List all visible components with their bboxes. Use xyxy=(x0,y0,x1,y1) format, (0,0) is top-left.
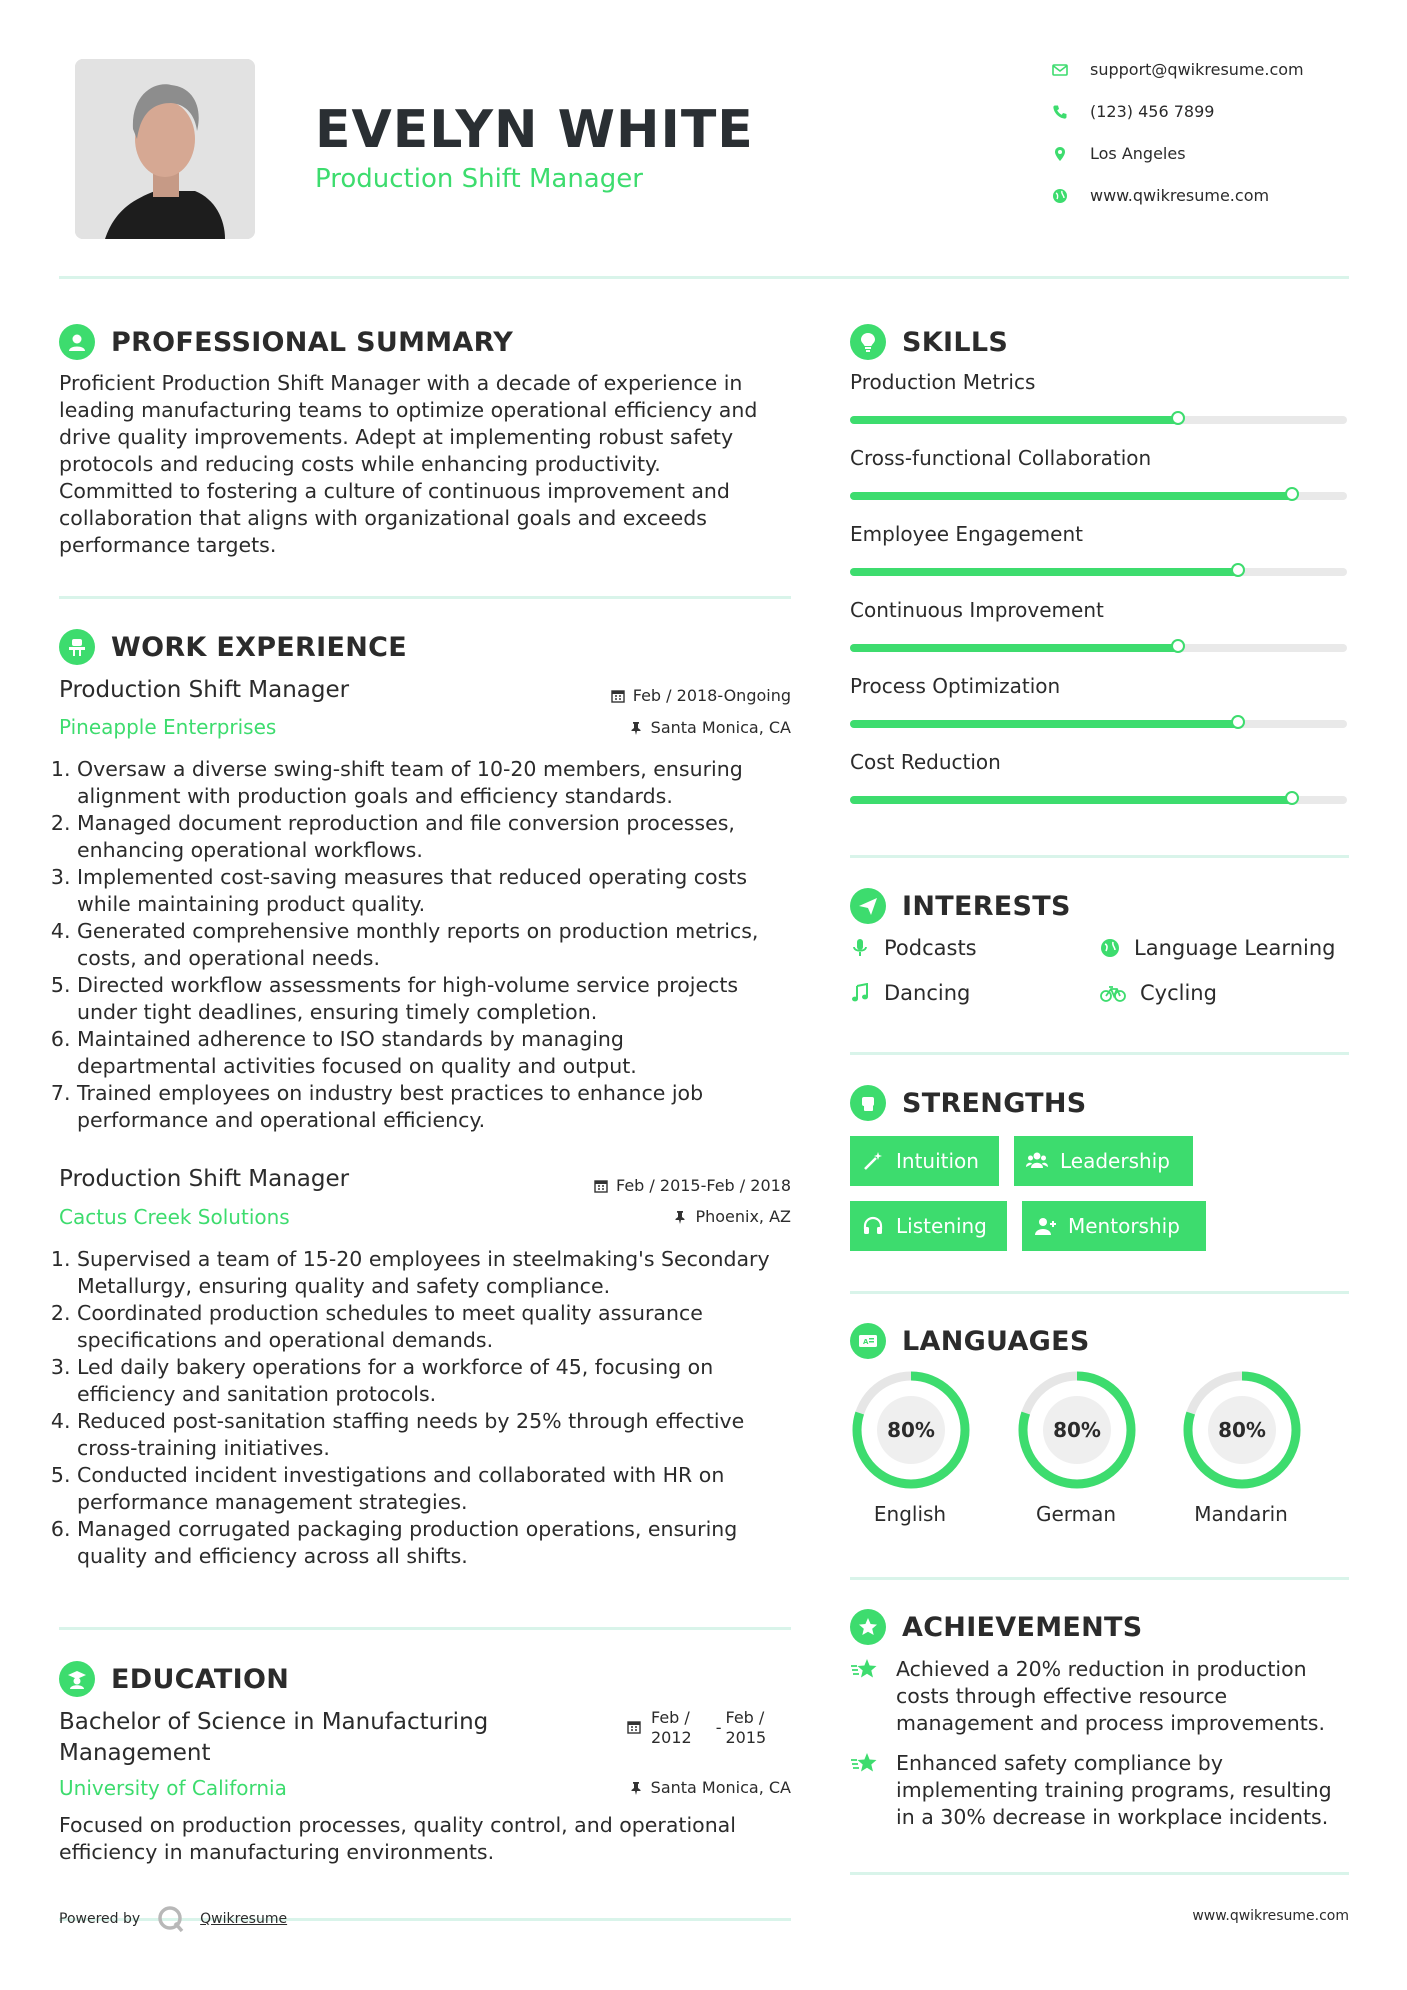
job-2-date-text: Feb / 2015-Feb / 2018 xyxy=(616,1176,791,1195)
svg-text:A: A xyxy=(863,1338,869,1346)
qwikresume-link[interactable]: Qwikresume xyxy=(200,1911,288,1927)
degree-title: Bachelor of Science in Manufacturing Management xyxy=(59,1709,489,1766)
list-item: 6. Managed corrugated packaging production operations, ensuring quality and efficiency across all shifts. xyxy=(77,1516,799,1570)
graduate-icon xyxy=(59,1661,95,1697)
job-2-location xyxy=(560,1207,791,1226)
education-location-text: Santa Monica, CA xyxy=(650,1778,791,1797)
interest-language-learning xyxy=(1100,936,1335,960)
list-item: 5. Conducted incident investigations and collaborated with HR on performance management strategies. xyxy=(77,1462,799,1516)
language-item xyxy=(1015,1368,1139,1526)
powered-by-text: Powered by xyxy=(59,1911,141,1927)
map-pin-icon xyxy=(1052,146,1068,162)
envelope-icon xyxy=(1052,62,1068,78)
skill-label: Employee Engagement xyxy=(850,522,1083,546)
experience-heading xyxy=(59,629,407,665)
user-icon xyxy=(59,324,95,360)
headphones-icon xyxy=(862,1215,884,1237)
strength-badge-listening: Listening xyxy=(850,1201,1007,1251)
strengths-divider xyxy=(850,1291,1349,1294)
skill-label: Production Metrics xyxy=(850,370,1036,394)
strength-badge-mentorship: Mentorship xyxy=(1022,1201,1206,1251)
strengths-heading xyxy=(850,1085,1087,1121)
strength-badge-intuition: Intuition xyxy=(850,1136,999,1186)
footer-website[interactable]: www.qwikresume.com xyxy=(1192,1908,1349,1924)
contact-email[interactable] xyxy=(1052,60,1304,79)
interests-heading xyxy=(850,888,1071,924)
contact-location xyxy=(1052,144,1186,163)
pushpin-icon xyxy=(673,1210,687,1224)
language-card-icon xyxy=(850,1323,886,1359)
contact-location-text: Los Angeles xyxy=(1090,144,1186,163)
language-percent: 80% xyxy=(1053,1418,1101,1442)
skill-label: Continuous Improvement xyxy=(850,598,1104,622)
contact-website[interactable] xyxy=(1052,186,1269,205)
skill-label: Cross-functional Collaboration xyxy=(850,446,1152,470)
microphone-icon xyxy=(850,938,870,958)
list-item: 4. Reduced post-sanitation staffing needs by 25% through effective cross-training initiatives. xyxy=(77,1408,799,1462)
calendar-icon xyxy=(594,1179,608,1193)
pushpin-icon xyxy=(629,721,643,735)
job-2-location-text: Phoenix, AZ xyxy=(695,1207,791,1226)
skills-heading xyxy=(850,324,1008,360)
experience-divider xyxy=(59,1627,791,1630)
pushpin-icon xyxy=(629,1781,643,1795)
strength-badge-leadership: Leadership xyxy=(1014,1136,1193,1186)
job-1-date-text: Feb / 2018-Ongoing xyxy=(632,686,791,705)
education-description: Focused on production processes, quality control, and operational efficiency in manufacturing environments. xyxy=(59,1813,736,1864)
skill-bar-track xyxy=(850,492,1347,500)
skill-bar-knob xyxy=(1285,791,1299,805)
job-1-company: Pineapple Enterprises xyxy=(59,715,277,739)
interest-label: Language Learning xyxy=(1134,936,1336,960)
star-badge-icon xyxy=(850,1609,886,1645)
interests-divider xyxy=(850,1052,1349,1055)
skills-divider xyxy=(850,855,1349,858)
briefcase-icon xyxy=(59,629,95,665)
education-dates: Feb / 2012 - Feb / 2015 xyxy=(627,1708,791,1748)
footer-powered-by xyxy=(59,1904,287,1934)
globe-icon xyxy=(1052,188,1068,204)
contact-phone-text: (123) 456 7899 xyxy=(1090,102,1215,121)
languages-divider xyxy=(850,1577,1349,1580)
skill-bar-track xyxy=(850,796,1347,804)
contact-website-text: www.qwikresume.com xyxy=(1090,186,1270,205)
header-divider xyxy=(59,276,1349,279)
language-ring xyxy=(849,1368,973,1492)
achievement-item-1: Achieved a 20% reduction in production costs through effective resource management and process improvements. xyxy=(850,1656,1325,1737)
language-label: English xyxy=(873,1502,947,1526)
calendar-icon xyxy=(627,1720,641,1734)
strengths-heading-text: STRENGTHS xyxy=(902,1087,1087,1119)
languages-heading-text: LANGUAGES xyxy=(902,1325,1090,1357)
list-item: 4. Generated comprehensive monthly reports on production metrics, costs, and operational needs. xyxy=(77,918,799,972)
list-item: 1. Supervised a team of 15-20 employees in steelmaking's Secondary Metallurgy, ensuring quality and safety compliance. xyxy=(77,1246,799,1300)
experience-heading-text: WORK EXPERIENCE xyxy=(111,631,407,663)
fist-icon xyxy=(850,1085,886,1121)
interest-podcasts xyxy=(850,936,977,960)
language-ring xyxy=(1180,1368,1304,1492)
job-2-title: Production Shift Manager xyxy=(59,1166,350,1192)
skill-bar-fill xyxy=(850,796,1292,804)
achievements-divider xyxy=(850,1872,1349,1875)
skill-label: Cost Reduction xyxy=(850,750,1001,774)
skill-bar-track xyxy=(850,416,1347,424)
qwikresume-logo-icon xyxy=(156,1904,186,1934)
contact-email-text: support@qwikresume.com xyxy=(1090,60,1304,79)
skill-bar-track xyxy=(850,568,1347,576)
phone-icon xyxy=(1052,104,1068,120)
job-1-location-text: Santa Monica, CA xyxy=(650,718,791,737)
achievement-item-2: Enhanced safety compliance by implementing training programs, resulting in a 30% decrease in workplace incidents. xyxy=(850,1750,1332,1831)
interest-dancing xyxy=(850,981,970,1005)
skill-label: Process Optimization xyxy=(850,674,1061,698)
globe-icon xyxy=(1100,938,1120,958)
language-ring xyxy=(1015,1368,1139,1492)
job-2-duties xyxy=(59,1246,799,1570)
language-item xyxy=(1180,1368,1304,1526)
lightbulb-icon xyxy=(850,324,886,360)
candidate-name: EVELYN WHITE xyxy=(315,100,754,160)
interest-label: Podcasts xyxy=(884,936,977,960)
group-icon xyxy=(1026,1150,1048,1172)
list-item: 2. Managed document reproduction and file conversion processes, enhancing operational workflows. xyxy=(77,810,799,864)
summary-text: Proficient Production Shift Manager with a decade of experience in leading manufacturing teams to optimize operational efficiency and drive quality improvements. Adept at implementing robust safety protocols and reducing costs while enhancing productivity. Committed to fostering a culture of continuous improvement and collaboration that aligns with organizational goals and exceeds performance targets. xyxy=(59,371,758,557)
summary-heading xyxy=(59,324,513,360)
candidate-title: Production Shift Manager xyxy=(315,164,643,194)
user-plus-icon xyxy=(1034,1215,1056,1237)
contact-phone[interactable] xyxy=(1052,102,1214,121)
skill-bar-knob xyxy=(1231,563,1245,577)
skill-bar-track xyxy=(850,644,1347,652)
job-2-date xyxy=(540,1176,791,1195)
star-icon xyxy=(850,1658,880,1682)
star-icon xyxy=(850,1752,880,1776)
languages-heading xyxy=(850,1323,1090,1359)
skill-bar-knob xyxy=(1231,715,1245,729)
bicycle-icon xyxy=(1100,983,1126,1003)
magic-wand-icon xyxy=(862,1150,884,1172)
achievements-heading xyxy=(850,1609,1143,1645)
list-item: 3. Led daily bakery operations for a workforce of 45, focusing on efficiency and sanitation protocols. xyxy=(77,1354,799,1408)
language-label: German xyxy=(1035,1502,1117,1526)
interests-heading-text: INTERESTS xyxy=(902,890,1071,922)
music-note-icon xyxy=(850,983,870,1003)
language-percent: 80% xyxy=(887,1418,935,1442)
achievements-heading-text: ACHIEVEMENTS xyxy=(902,1611,1143,1643)
job-2-company: Cactus Creek Solutions xyxy=(59,1205,290,1229)
skill-bar-fill xyxy=(850,568,1238,576)
skill-bar-fill xyxy=(850,416,1178,424)
list-item: 1. Oversaw a diverse swing-shift team of 10-20 members, ensuring alignment with production goals and efficiency standards. xyxy=(77,756,799,810)
interest-label: Dancing xyxy=(884,981,971,1005)
skill-bar-fill xyxy=(850,492,1292,500)
calendar-icon xyxy=(611,689,625,703)
language-percent: 80% xyxy=(1218,1418,1266,1442)
education-heading xyxy=(59,1661,289,1697)
skill-bar-fill xyxy=(850,644,1178,652)
skills-heading-text: SKILLS xyxy=(902,326,1009,358)
school-name: University of California xyxy=(59,1776,287,1800)
list-item: 2. Coordinated production schedules to meet quality assurance specifications and operational demands. xyxy=(77,1300,799,1354)
job-1-title: Production Shift Manager xyxy=(59,677,350,703)
skill-bar-knob xyxy=(1171,639,1185,653)
interest-cycling xyxy=(1100,981,1217,1005)
language-item xyxy=(849,1368,973,1526)
portrait-image xyxy=(75,59,255,239)
profile-photo xyxy=(75,59,255,239)
list-item: 6. Maintained adherence to ISO standards by managing departmental activities focused on quality and output. xyxy=(77,1026,799,1080)
list-item: 3. Implemented cost-saving measures that reduced operating costs while maintaining product quality. xyxy=(77,864,799,918)
skill-bar-fill xyxy=(850,720,1238,728)
language-label: Mandarin xyxy=(1194,1502,1288,1526)
interest-label: Cycling xyxy=(1140,981,1217,1005)
education-heading-text: EDUCATION xyxy=(111,1663,290,1695)
paper-plane-icon xyxy=(850,888,886,924)
job-1-duties xyxy=(59,756,799,1134)
skill-bar-track xyxy=(850,720,1347,728)
skill-bar-knob xyxy=(1171,411,1185,425)
summary-heading-text: PROFESSIONAL SUMMARY xyxy=(111,326,514,358)
summary-divider xyxy=(59,596,791,599)
job-1-date xyxy=(560,686,791,705)
list-item: 7. Trained employees on industry best practices to enhance job performance and operational efficiency. xyxy=(77,1080,799,1134)
education-location xyxy=(560,1778,791,1797)
skill-bar-knob xyxy=(1285,487,1299,501)
job-1-location xyxy=(560,718,791,737)
list-item: 5. Directed workflow assessments for high-volume service projects under tight deadlines, ensuring timely completion. xyxy=(77,972,799,1026)
